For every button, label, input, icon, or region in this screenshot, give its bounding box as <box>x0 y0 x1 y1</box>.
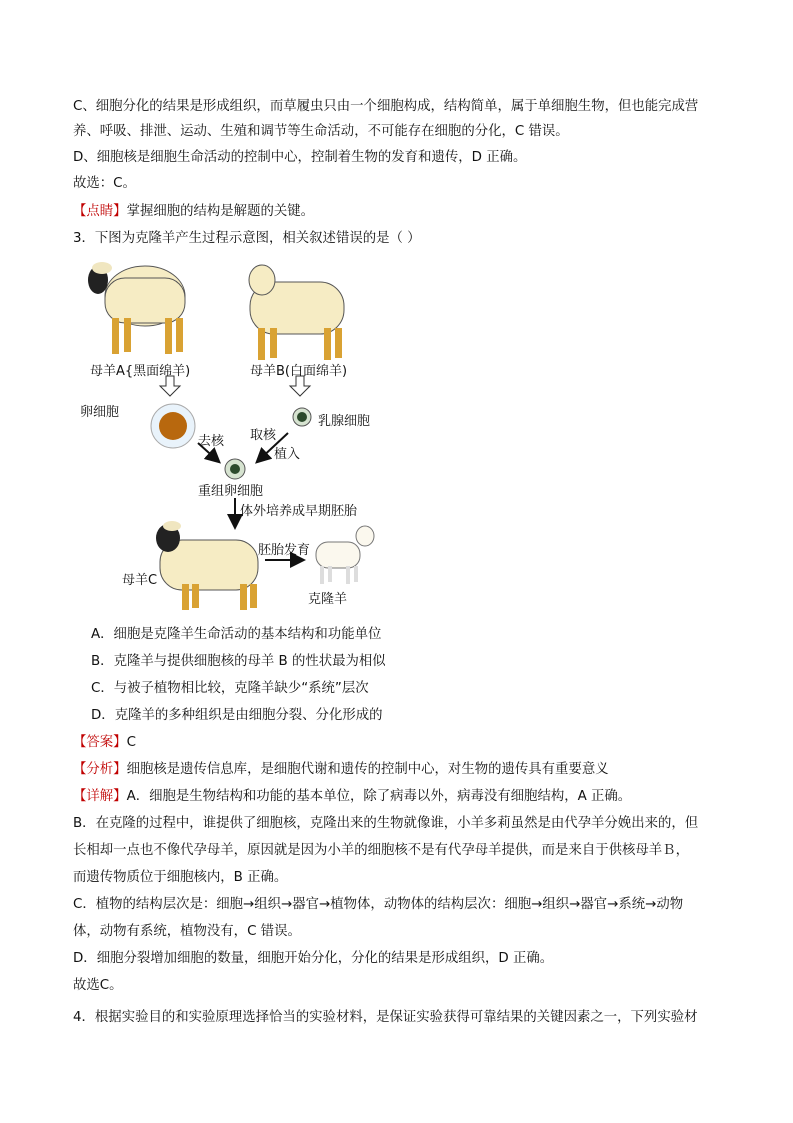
sheep-c-illustration <box>156 521 258 610</box>
dianjing-line <box>73 202 314 222</box>
answer-line <box>73 733 136 753</box>
paragraph-line: 故选：C。 <box>73 176 136 191</box>
analysis-line <box>73 760 609 780</box>
detail-c-line-2: 体，动物有系统，植物没有，C 错误。 <box>73 924 301 939</box>
detail-d-line: D．细胞分裂增加细胞的数量，细胞开始分化，分化的结果是形成组织，D 正确。 <box>73 951 554 966</box>
analysis-text: 细胞核是遗传信息库，是细胞代谢和遗传的控制中心，对生物的遗传具有重要意义 <box>126 762 609 777</box>
dianjing-text: 掌握细胞的结构是解题的关键。 <box>126 204 315 219</box>
detail-line <box>73 787 631 807</box>
egg-nucleus <box>159 412 187 440</box>
analysis-tag: 【分析】 <box>73 762 127 777</box>
label-recombined: 重组卵细胞 <box>198 484 264 499</box>
label-sheep-a: 母羊A{黑面绵羊) <box>90 364 191 379</box>
question-4-stem: 4．根据实验目的和实验原理选择恰当的实验材料，是保证实验获得可靠结果的关键因素之一，下列实验材 <box>73 1010 698 1025</box>
label-sheep-c: 母羊C <box>122 573 158 588</box>
option-c: C．与被子植物相比较，克隆羊缺少“系统”层次 <box>91 681 369 696</box>
label-clone: 克隆羊 <box>308 592 348 607</box>
detail-b-line-2: 长相却一点也不像代孕母羊，原因就是因为小羊的细胞核不是有代孕母羊提供，而是来自于供核母羊Ｂ， <box>73 843 689 858</box>
option-a: A．细胞是克隆羊生命活动的基本结构和功能单位 <box>91 627 382 642</box>
label-take-nucleus: 取核 <box>250 428 277 443</box>
paragraph-line: 养、呼吸、排泄、运动、生殖和调节等生命活动，不可能存在细胞的分化，C 错误。 <box>73 124 569 139</box>
option-d: D．克隆羊的多种组织是由细胞分裂、分化形成的 <box>91 708 383 723</box>
clone-lamb-illustration <box>316 526 374 584</box>
label-egg: 卵细胞 <box>80 405 120 420</box>
detail-c-line-1: C．植物的结构层次是：细胞→组织→器官→植物体，动物体的结构层次：细胞→组织→器官→系统→动物 <box>73 897 684 912</box>
answer-tag: 【答案】 <box>73 735 127 750</box>
down-arrow-a <box>160 376 180 396</box>
clone-sheep-diagram <box>80 258 410 618</box>
mammary-nucleus <box>297 412 307 422</box>
dianjing-tag: 【点睛】 <box>73 204 127 219</box>
diagram-graphics <box>80 258 410 618</box>
option-b: B．克隆羊与提供细胞核的母羊 B 的性状最为相似 <box>91 654 386 669</box>
label-culture: 体外培养成早期胚胎 <box>240 504 358 519</box>
answer-text: C <box>126 735 136 750</box>
paragraph-line: D、细胞核是细胞生命活动的控制中心，控制着生物的发育和遗传，D 正确。 <box>73 150 527 165</box>
detail-a: A．细胞是生物结构和功能的基本单位，除了病毒以外，病毒没有细胞结构，A 正确。 <box>126 789 632 804</box>
sheep-a-illustration <box>88 262 185 354</box>
conclusion-line: 故选C。 <box>73 978 123 993</box>
detail-b-line-3: 而遗传物质位于细胞核内，B 正确。 <box>73 870 288 885</box>
label-develop: 胚胎发育 <box>258 543 311 558</box>
label-remove-nucleus: 去核 <box>198 434 225 449</box>
question-3-stem: 3．下图为克隆羊产生过程示意图，相关叙述错误的是（ ） <box>73 231 421 246</box>
label-mammary: 乳腺细胞 <box>318 414 371 429</box>
recombined-nucleus <box>230 464 240 474</box>
label-sheep-b: 母羊B(白面绵羊) <box>250 364 348 379</box>
sheep-b-illustration <box>249 265 344 360</box>
paragraph-line: C、细胞分化的结果是形成组织，而草履虫只由一个细胞构成，结构简单，属于单细胞生物，但也能完成营 <box>73 99 699 114</box>
detail-b-line-1: B．在克隆的过程中，谁提供了细胞核，克隆出来的生物就像谁，小羊多莉虽然是由代孕羊分娩出来的，但 <box>73 816 699 831</box>
detail-tag: 【详解】 <box>73 789 127 804</box>
label-implant: 植入 <box>274 447 301 462</box>
down-arrow-b <box>290 376 310 396</box>
